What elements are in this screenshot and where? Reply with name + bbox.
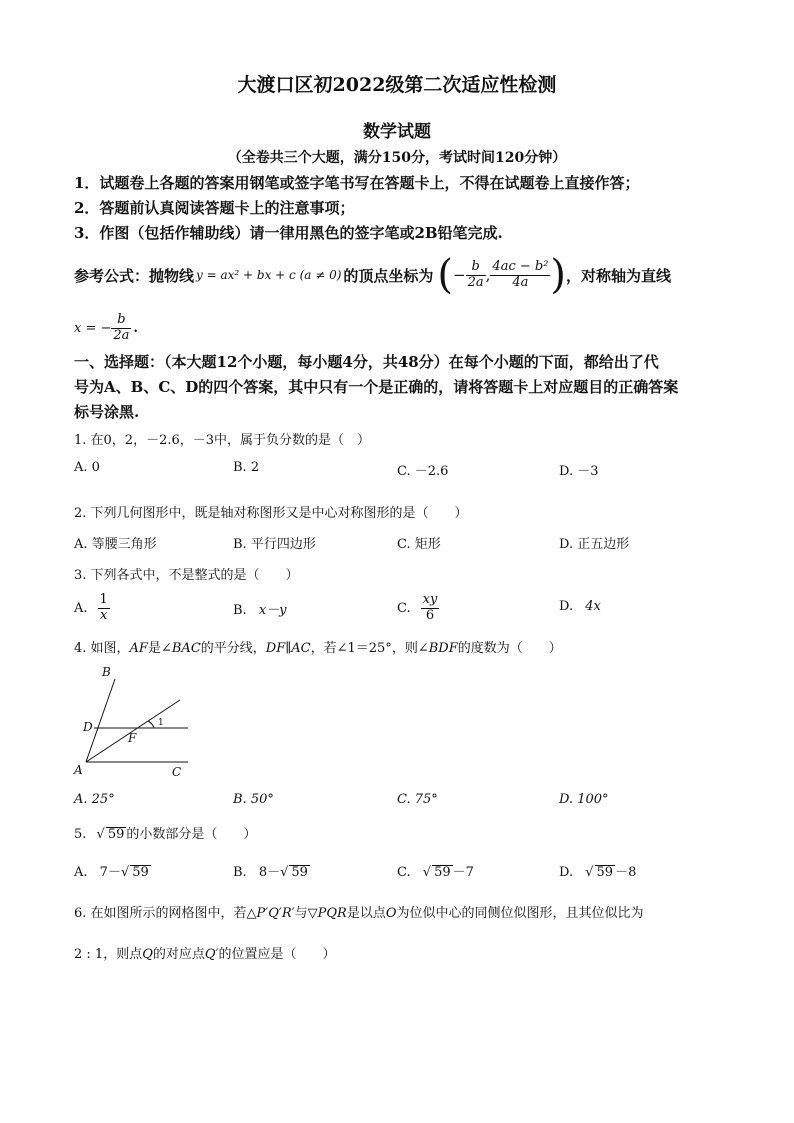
question-2-stem: 2. 下列几何图形中，既是轴对称图形又是中心对称图形的是（ ） [74,506,468,521]
question-1-stem: 1. 在0，2，－2.6，－3中，属于负分数的是（ ） [74,433,371,448]
formula-lead: 参考公式：抛物线 [74,266,195,285]
section-heading-l2: 号为A、B、C、D的四个答案，其中只有一个是正确的，请将答题卡上对应题目的正确答案 [74,378,679,396]
axis-formula: x = − $\frac{b}{2a}$ . [74,312,138,343]
label-c: C [172,765,182,779]
q5-option-d: D. √ 59 －8 [559,865,637,880]
q5-option-c: C. √ 59 －7 [397,865,474,880]
formula-rparen: ) [550,252,567,298]
question-3-stem: 3. 下列各式中，不是整式的是（ ） [74,568,299,583]
instruction-2: 2．答题前认真阅读答题卡上的注意事项； [74,199,355,217]
section-heading-l3: 标号涂黑. [74,403,140,421]
q2-option-b: B. 平行四边形 [233,537,316,552]
q4-option-c: C. 75° [397,792,438,807]
exam-info: （全卷共三个大题，满分150分，考试时间120分钟） [227,150,567,166]
q5-option-a: A. 7－√ 59 [74,865,149,880]
q4-option-d: D. 100° [559,792,609,807]
q1-option-d: D. －3 [559,464,599,479]
vertex-y-fraction: $\frac{\text{4ac − b²}}{4a}$ [492,259,549,290]
q3-option-c: C. $\frac{xy}{6}$ [397,592,438,623]
q3-a-fraction: $\frac{1}{x}$ [99,592,108,623]
q4-option-a: A. 25° [74,792,115,807]
q1-option-b: B. 2 [233,460,260,475]
q2-option-a: A. 等腰三角形 [74,537,157,552]
exam-subtitle: 数学试题 [363,122,431,142]
question-6-stem-l2: 2 : 1，则点Q的对应点Q′的位置应是（ ） [74,947,336,962]
q3-c-fraction: $\frac{xy}{6}$ [422,592,438,623]
formula-axis-text: ，对称轴为直线 [566,266,672,285]
formula-expr: y = ax² + bx + c (a ≠ 0) [196,268,342,282]
formula-lparen: ( [437,252,454,298]
label-a: A [74,763,83,777]
label-d: D [83,720,93,734]
instruction-1: 1．试题卷上各题的答案用钢笔或签字笔书写在答题卡上，不得在试题卷上直接作答； [74,174,640,192]
label-f: F [128,731,137,745]
label-angle-1: 1 [158,718,164,728]
label-b: B [102,665,111,679]
exam-title: 大渡口区初2022级第二次适应性检测 [237,74,557,96]
q1-option-c: C. －2.6 [397,464,449,479]
question-5-stem: 5. √ 59 的小数部分是（ ） [74,827,257,842]
reference-formula: 参考公式：抛物线 y = ax² + bx + c (a ≠ 0) 的顶点坐标为 ( − $\frac{b}{2a}$ , $\frac{\text{4ac − b²}}{4a}$ ) ，对称轴为直线 [74,252,672,298]
q3-option-a: A. $\frac{1}{x}$ [74,592,108,623]
instruction-3: 3．作图（包括作辅助线）请一律用黑色的签字笔或2B铅笔完成. [74,224,503,242]
vertex-x-fraction: $\frac{b}{2a}$ [467,259,484,290]
axis-x: x = − [74,320,112,336]
q3-option-b: B. x－y [233,603,287,618]
q1-option-a: A. 0 [74,460,100,475]
angle-1-arc [148,721,154,728]
q2-option-d: D. 正五边形 [559,537,630,552]
q4-option-b: B. 50° [233,792,274,807]
question-6-stem-l1: 6. 在如图所示的网格图中，若△P′Q′R′与▽PQR是以点O为位似中心的同侧位似图形，且其位似比为 [74,906,644,921]
axis-fraction: $\frac{b}{2a}$ [113,312,130,343]
q4-figure [70,662,200,782]
q2-option-c: C. 矩形 [397,537,441,552]
question-4-stem: 4. 如图，AF是∠BAC的平分线，DF∥AC，若∠1＝25°，则∠BDF的度数为（ ） [74,641,562,656]
section-heading-l1: 一、选择题：（本大题12个小题，每小题4分，共48分）在每个小题的下面，都给出了代 [74,353,659,371]
q3-option-d: D. 4x [559,599,601,614]
formula-vertex-text: 的顶点坐标为 [343,266,434,285]
q5-option-b: B. 8－√ 59 [233,865,308,880]
